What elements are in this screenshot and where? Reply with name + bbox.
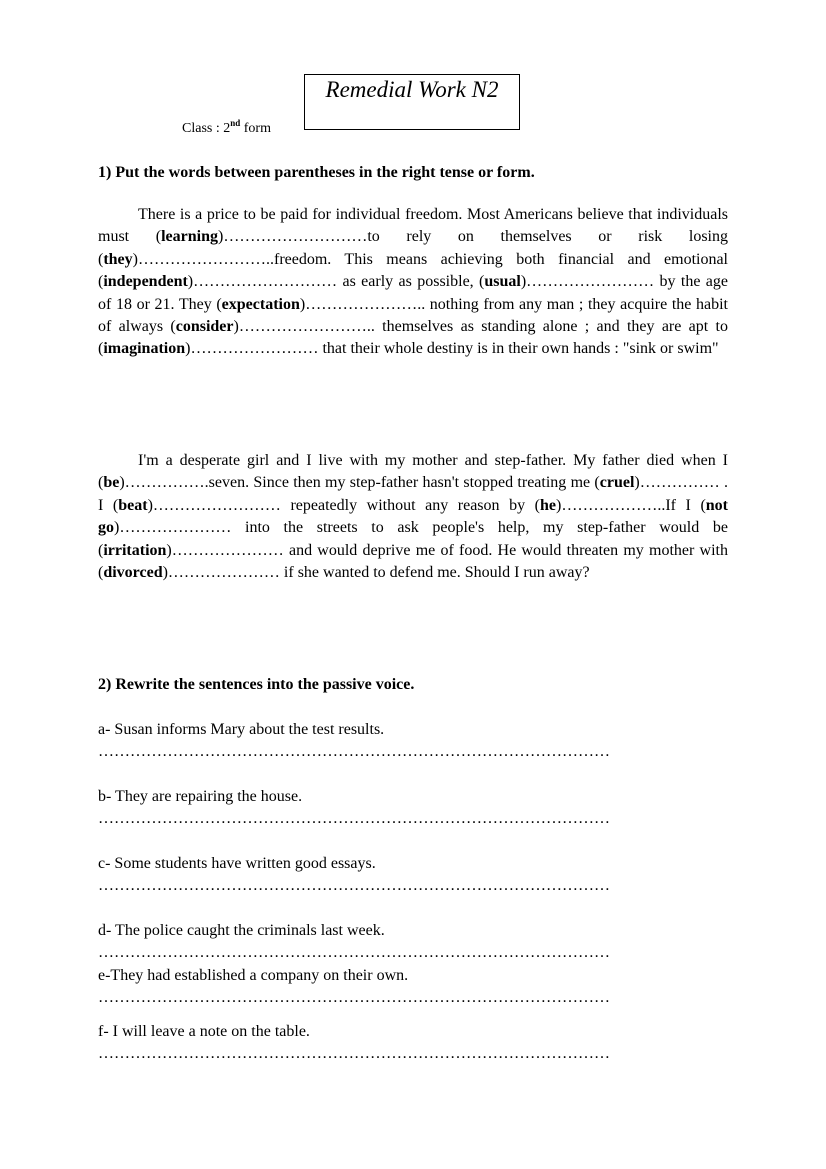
paragraph-text: )………………… into the streets to ask people's help, my step-father would be ( xyxy=(98,519,728,559)
exercise-sentence: b- They are repairing the house. xyxy=(98,788,303,805)
exercise-sentence: a- Susan informs Mary about the test results. xyxy=(98,721,385,738)
section2-heading: 2) Rewrite the sentences into the passive voice. xyxy=(98,676,415,693)
cue-word: not go xyxy=(98,496,729,537)
cue-word: consider xyxy=(175,318,234,336)
exercise-item-c xyxy=(98,853,728,897)
exercise-sentence: f- I will leave a note on the table. xyxy=(98,1023,310,1040)
paragraph-text: )………………… and would deprive me of food. He would threaten my mother with ( xyxy=(98,541,728,582)
paragraph-text: )………………..If I ( xyxy=(556,496,706,514)
worksheet-title: Remedial Work N2 xyxy=(325,77,499,102)
cue-word: expectation xyxy=(221,295,300,313)
cue-word: be xyxy=(103,474,120,492)
paragraph-text: )…………………… that their whole destiny is in their own hands : "sink or swim" xyxy=(185,340,719,358)
paragraph-text: I'm a desperate girl and I live with my mother and step-father. My father died when I ( xyxy=(98,452,728,492)
class-line xyxy=(182,118,271,137)
paragraph-text: )……………………… as early as possible, ( xyxy=(187,273,485,291)
paragraph-text: )………………….. nothing from any man ; they acquire the habit of always ( xyxy=(98,295,728,336)
class-form: form xyxy=(240,121,271,136)
exercise-sentence: c- Some students have written good essays. xyxy=(98,855,376,872)
cue-word: imagination xyxy=(103,340,186,358)
paragraph-text: )…………………….. themselves as standing alone ; and they are apt to ( xyxy=(98,318,728,358)
paragraph-text: )…………… . I ( xyxy=(98,474,728,514)
paragraph-text: )…………….seven. Since then my step-father hasn't stopped treating me ( xyxy=(119,474,600,492)
paragraph-text: )………………… if she wanted to defend me. Should I run away? xyxy=(162,564,590,582)
exercise-item-b xyxy=(98,786,728,830)
cue-word: irritation xyxy=(103,541,167,559)
cue-word: divorced xyxy=(103,564,163,582)
exercise-sentence: d- The police caught the criminals last week. xyxy=(98,922,385,939)
answer-line[interactable]: …………………………………………………………………………………… xyxy=(98,877,610,894)
cue-word: cruel xyxy=(599,474,635,492)
section1-paragraph-1 xyxy=(98,204,728,361)
class-ordinal: nd xyxy=(230,118,241,128)
answer-line[interactable]: …………………………………………………………………………………… xyxy=(98,944,610,961)
section1-heading: 1) Put the words between parentheses in the right tense or form. xyxy=(98,164,535,181)
answer-line[interactable]: …………………………………………………………………………………… xyxy=(98,810,610,827)
title-box xyxy=(304,74,520,130)
class-label: Class : 2 xyxy=(182,121,231,136)
paragraph-text: There is a price to be paid for individual freedom. Most Americans believe that individuals must ( xyxy=(98,206,728,246)
paragraph-text: )……………………..freedom. This means achieving both financial and emotional ( xyxy=(98,250,728,291)
cue-word: usual xyxy=(484,273,521,291)
answer-line[interactable]: …………………………………………………………………………………… xyxy=(98,1045,610,1062)
cue-word: he xyxy=(540,496,556,514)
exercise-item-f xyxy=(98,1021,728,1065)
paragraph-text: )………………………to rely on themselves or risk losing ( xyxy=(98,228,729,268)
paragraph-text: )…………………… repeatedly without any reason by ( xyxy=(147,496,540,514)
exercise-sentence: e-They had established a company on their own. xyxy=(98,967,409,984)
exercise-item-d xyxy=(98,920,728,964)
cue-word: they xyxy=(103,250,133,268)
cue-word: independent xyxy=(103,273,188,291)
exercise-item-a xyxy=(98,719,728,763)
section1-paragraph-2 xyxy=(98,450,728,584)
cue-word: learning xyxy=(161,228,218,246)
cue-word: beat xyxy=(118,496,148,514)
paragraph-text: )…………………… by the age of 18 or 21. They ( xyxy=(98,273,729,313)
exercise-item-e xyxy=(98,965,728,1009)
answer-line[interactable]: …………………………………………………………………………………… xyxy=(98,989,610,1006)
answer-line[interactable]: …………………………………………………………………………………… xyxy=(98,743,610,760)
